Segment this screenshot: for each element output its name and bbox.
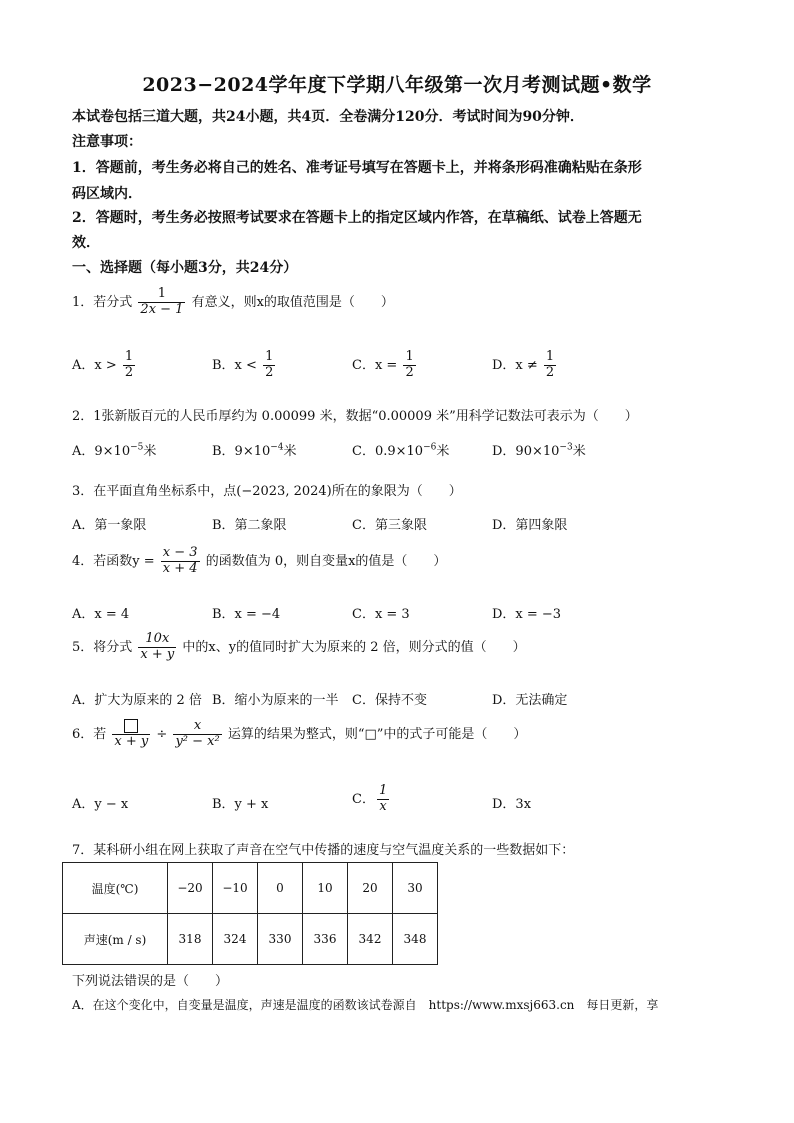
q3-option-a: A．第一象限	[72, 518, 147, 533]
q1-option-a-text: A．x >	[72, 357, 117, 373]
table-cell: 348	[393, 914, 438, 965]
table-cell: 30	[393, 863, 438, 914]
table-cell: 0	[258, 863, 303, 914]
q1-fraction-numerator: 1	[138, 287, 185, 303]
q1-option-c-den: 2	[405, 364, 414, 380]
q1-option-b-den: 2	[265, 364, 274, 380]
q2-option-d-base: D．90×10	[492, 444, 560, 459]
q2-option-d	[492, 440, 586, 459]
q7-question: 下列说法错误的是（ ）	[72, 974, 229, 989]
q6-option-c-num: 1	[378, 783, 388, 798]
q2-option-b-exp: −4	[270, 442, 284, 453]
q6-divide-sign: ÷	[156, 727, 168, 743]
q6-option-a: A．y − x	[72, 797, 129, 812]
q3-option-c: C．第三象限	[352, 518, 427, 533]
notice-1-line-2: 码区域内．	[72, 186, 142, 202]
table-cell: 10	[303, 863, 348, 914]
notice-heading: 注意事项：	[72, 134, 142, 150]
q2-option-c	[352, 440, 449, 459]
q3-option-b: B．第二象限	[212, 518, 287, 533]
q4-fraction-denominator: x + 4	[162, 560, 198, 576]
section-1-heading: 一、选择题（每小题3分，共24分）	[72, 260, 298, 276]
q2-option-a-exp: −5	[130, 442, 144, 453]
q2-option-c-unit: 米	[436, 444, 450, 459]
q6-prefix: 6．若	[72, 727, 107, 743]
q6-fraction-2-denominator: y² − x²	[175, 734, 220, 750]
q1-option-c	[352, 350, 418, 381]
q2-option-c-base: C．0.9×10	[352, 444, 424, 459]
table-cell: 342	[348, 914, 393, 965]
q5-fraction-numerator: 10x	[138, 632, 176, 648]
q5-suffix: 中的x、y的值同时扩大为原来的 2 倍，则分式的值（ ）	[182, 639, 526, 655]
q4-suffix: 的函数值为 0，则自变量x的值是（ ）	[205, 553, 447, 569]
q6-fraction-2-numerator: x	[173, 719, 221, 735]
q6-option-c	[352, 784, 391, 815]
q2-option-b-base: B．9×10	[212, 444, 271, 459]
q2-option-c-exp: −6	[423, 442, 437, 453]
q4-option-a: A．x = 4	[72, 607, 130, 622]
q6-suffix: 运算的结果为整式，则“□”中的式子可能是（ ）	[227, 727, 527, 743]
table-cell: 330	[258, 914, 303, 965]
q1-option-a	[72, 350, 137, 381]
q7-option-a: A．在这个变化中，自变量是温度，声速是温度的函数该试卷源自 https://www.mxsj663.cn 每日更新，享	[72, 998, 659, 1012]
q5-option-b: B．缩小为原来的一半	[212, 693, 339, 708]
q1-prefix: 1．若分式	[72, 294, 133, 310]
q2-option-d-exp: −3	[559, 442, 573, 453]
q1-option-c-num: 1	[405, 349, 414, 364]
table-row-label: 温度(℃)	[63, 863, 168, 914]
q5-fraction	[138, 632, 176, 663]
q1-option-a-num: 1	[124, 349, 134, 364]
q6-option-c-label: C．	[352, 791, 375, 807]
q1-option-b-num: 1	[265, 349, 274, 364]
notice-2-line-2: 效．	[72, 235, 100, 251]
table-row-label: 声速(m / s)	[63, 914, 168, 965]
question-3: 3．在平面直角坐标系中，点(−2023, 2024)所在的象限为（ ）	[72, 484, 462, 499]
table-cell: −10	[213, 863, 258, 914]
speed-temperature-table	[62, 862, 438, 965]
q1-option-b	[212, 350, 277, 381]
q1-option-d-num: 1	[545, 349, 555, 364]
question-1	[72, 287, 394, 318]
q1-option-a-den: 2	[124, 364, 134, 380]
question-6	[72, 719, 526, 750]
q1-option-d-den: 2	[545, 364, 555, 380]
page-title: 2023−2024学年度下学期八年级第一次月考测试题•数学	[142, 74, 652, 96]
q2-option-b-unit: 米	[283, 444, 297, 459]
table-cell: 336	[303, 914, 348, 965]
table-cell: 324	[213, 914, 258, 965]
notice-1-line-1: 1．答题前，考生务必将自己的姓名、准考证号填写在答题卡上，并将条形码准确粘贴在条形	[72, 160, 642, 176]
table-cell: 20	[348, 863, 393, 914]
q6-option-b: B．y + x	[212, 797, 269, 812]
q6-fraction-1-denominator: x + y	[114, 734, 149, 750]
q2-option-a-unit: 米	[143, 444, 157, 459]
q4-fraction	[161, 546, 200, 577]
q1-option-d	[492, 350, 558, 381]
question-5	[72, 632, 526, 663]
question-2: 2．1张新版百元的人民币厚约为 0.00099 米，数据“0.00009 米”用科学记数法可表示为（ ）	[72, 409, 638, 424]
q1-option-b-text: B．x <	[212, 357, 257, 373]
table-cell: 318	[168, 914, 213, 965]
q6-blank-box	[112, 719, 150, 735]
q5-option-d: D．无法确定	[492, 693, 568, 708]
q6-fraction-1	[112, 719, 150, 750]
question-4	[72, 546, 446, 577]
q5-prefix: 5．将分式	[72, 639, 133, 655]
q4-prefix: 4．若函数y =	[72, 553, 155, 569]
question-7: 7．某科研小组在网上获取了声音在空气中传播的速度与空气温度关系的一些数据如下：	[72, 843, 575, 858]
table-row	[63, 914, 438, 965]
table-cell: −20	[168, 863, 213, 914]
q1-fraction	[138, 287, 185, 318]
q1-fraction-denominator: 2x − 1	[140, 301, 184, 317]
q5-option-c: C．保持不变	[352, 693, 427, 708]
q6-option-c-den: x	[379, 798, 387, 814]
q3-option-d: D．第四象限	[492, 518, 568, 533]
notice-2-line-1: 2．答题时，考生务必按照考试要求在答题卡上的指定区域内作答，在草稿纸、试卷上答题无	[72, 210, 642, 226]
q2-option-a	[72, 440, 156, 459]
q5-fraction-denominator: x + y	[140, 646, 175, 662]
q4-option-c: C．x = 3	[352, 607, 410, 622]
q4-fraction-numerator: x − 3	[162, 545, 198, 560]
q1-option-c-text: C．x =	[352, 357, 398, 373]
q4-option-b: B．x = −4	[212, 607, 281, 622]
q5-option-a: A．扩大为原来的 2 倍	[72, 693, 202, 708]
q2-option-b	[212, 440, 297, 459]
table-row	[63, 863, 438, 914]
q2-option-d-unit: 米	[572, 444, 586, 459]
q6-option-d: D．3x	[492, 797, 532, 812]
q1-option-d-text: D．x ≠	[492, 357, 538, 373]
q2-option-a-base: A．9×10	[72, 444, 131, 459]
q4-option-d: D．x = −3	[492, 607, 562, 622]
q1-suffix: 有意义，则x的取值范围是（ ）	[191, 294, 394, 310]
q6-fraction-2	[173, 719, 221, 750]
exam-intro: 本试卷包括三道大题，共24小题，共4页．全卷满分120分．考试时间为90分钟．	[72, 109, 584, 125]
